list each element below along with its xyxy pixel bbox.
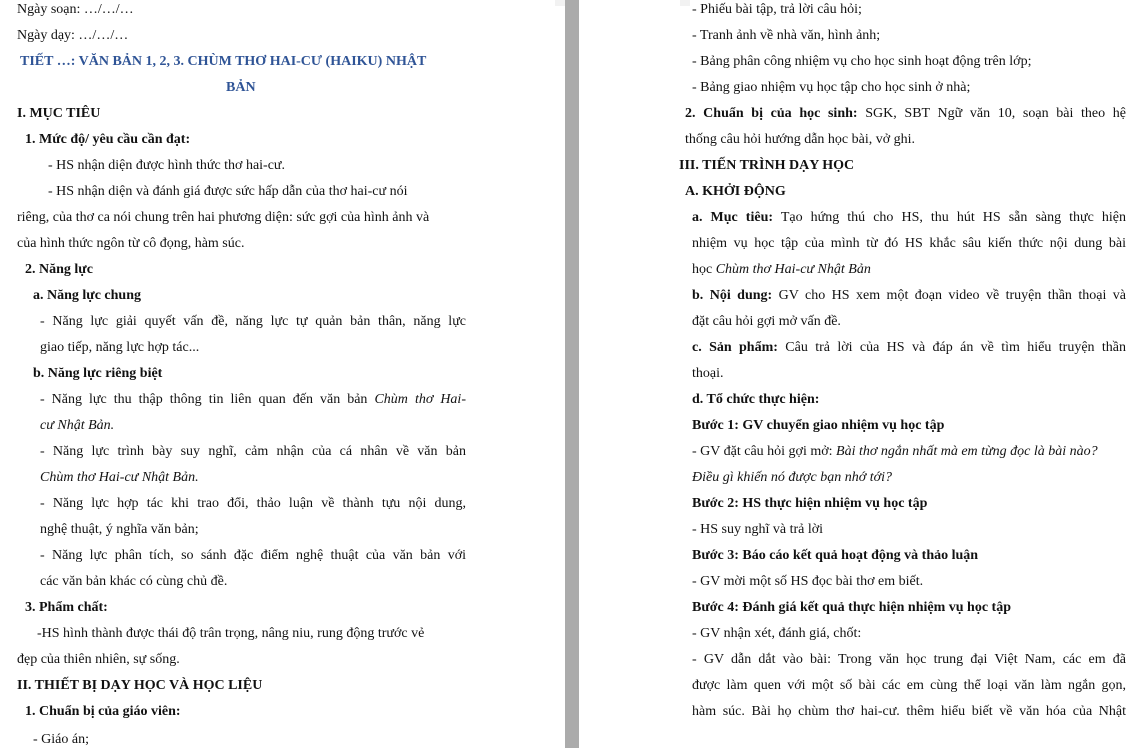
competency-item: - Năng lực giải quyết vấn đề, năng lực tự quản bản thân, năng lực (40, 314, 466, 329)
section-equipment: II. THIẾT BỊ DẠY HỌC VÀ HỌC LIỆU (17, 678, 263, 693)
student-prep-cont: thống câu hỏi hướng dẫn học bài, vở ghi. (685, 132, 916, 147)
competency-item-cont: nghệ thuật, ý nghĩa văn bản; (40, 522, 199, 537)
section-objectives: I. MỤC TIÊU (17, 106, 101, 121)
document-page-left (0, 0, 565, 748)
subheading-general: a. Năng lực chung (33, 288, 141, 303)
step-1-item-cont: Điều gì khiến nó được bạn nhớ tới? (692, 470, 892, 485)
competency-item: - Năng lực trình bày suy nghĩ, cảm nhận của cá nhân về văn bản (40, 444, 466, 459)
subsection-qualities: 3. Phẩm chất: (25, 600, 108, 615)
teacher-prep-item: - Tranh ảnh về nhà văn, hình ảnh; (692, 28, 881, 43)
step-3-item: - GV mời một số HS đọc bài thơ em biết. (692, 574, 924, 589)
teacher-prep-item: - Giáo án; (33, 732, 89, 747)
lesson-title-cont: BẢN (226, 80, 256, 95)
document-page-right (579, 0, 1140, 748)
quality-item: -HS hình thành được thái độ trân trọng, nâng niu, rung động trước vẻ (37, 626, 425, 641)
lesson-title: TIẾT …: VĂN BẢN 1, 2, 3. CHÙM THƠ HAI-CƯ (HAIKU) NHẬT (20, 54, 427, 69)
subsection-warmup: A. KHỞI ĐỘNG (685, 184, 786, 199)
competency-item-cont: cư Nhật Bản. (40, 418, 115, 433)
warmup-organization: d. Tổ chức thực hiện: (692, 392, 820, 407)
warmup-objective: a. Mục tiêu: Tạo hứng thú cho HS, thu hút HS sẵn sàng thực hiện (692, 210, 1126, 225)
lead-in-text-cont: hàm súc. Bài họ chùm thơ hai-cư. thêm hiểu biết về văn hóa của Nhật (692, 704, 1126, 719)
competency-item: - Năng lực phân tích, so sánh đặc điểm nghệ thuật của văn bản với (40, 548, 466, 563)
competency-item: - Năng lực thu thập thông tin liên quan đến văn bản Chùm thơ Hai- (40, 392, 466, 407)
objective-item: - HS nhận diện và đánh giá được sức hấp dẫn của thơ hai-cư nói (48, 184, 408, 199)
warmup-content-cont: đặt câu hỏi gợi mở vấn đề. (692, 314, 841, 329)
competency-item: - Năng lực hợp tác khi trao đổi, thảo luận về thành tựu nội dung, (40, 496, 466, 511)
date-prepared: Ngày soạn: …/…/… (17, 2, 134, 17)
section-procedure: III. TIẾN TRÌNH DẠY HỌC (679, 158, 855, 173)
objective-item-cont: của hình thức ngôn từ cô đọng, hàm súc. (17, 236, 245, 251)
warmup-content: b. Nội dung: GV cho HS xem một đoạn video về truyện thần thoại và (692, 288, 1126, 303)
lead-in-text: - GV dẫn dắt vào bài: Trong văn học trung đại Việt Nam, các em đã (692, 652, 1126, 667)
warmup-product-cont: thoại. (692, 366, 724, 381)
teacher-prep-item: - Bảng giao nhiệm vụ học tập cho học sinh ở nhà; (692, 80, 971, 95)
page-corner-mark (680, 0, 690, 6)
step-2-heading: Bước 2: HS thực hiện nhiệm vụ học tập (692, 496, 928, 511)
warmup-objective-cont: nhiệm vụ học tập của mình từ đó HS khắc sâu kiến thức nội dung bài (692, 236, 1126, 251)
step-3-heading: Bước 3: Báo cáo kết quả hoạt động và thảo luận (692, 548, 979, 563)
page-corner-mark (555, 0, 565, 6)
student-prep: 2. Chuẩn bị của học sinh: SGK, SBT Ngữ văn 10, soạn bài theo hệ (685, 106, 1126, 121)
teacher-prep-item: - Phiếu bài tập, trả lời câu hỏi; (692, 2, 862, 17)
step-1-heading: Bước 1: GV chuyển giao nhiệm vụ học tập (692, 418, 945, 433)
date-taught: Ngày dạy: …/…/… (17, 28, 129, 43)
subsection-requirements: 1. Mức độ/ yêu cầu cần đạt: (25, 132, 191, 147)
warmup-product: c. Sản phẩm: Câu trả lời của HS và đáp án về tìm hiểu truyện thần (692, 340, 1126, 355)
quality-item-cont: đẹp của thiên nhiên, sự sống. (17, 652, 180, 667)
competency-item-cont: Chùm thơ Hai-cư Nhật Bản. (40, 470, 199, 485)
subsection-teacher-prep: 1. Chuẩn bị của giáo viên: (25, 704, 181, 719)
step-1-item: - GV đặt câu hỏi gợi mở: Bài thơ ngắn nhất mà em từng đọc là bài nào? (692, 444, 1098, 459)
step-4-heading: Bước 4: Đánh giá kết quả thực hiện nhiệm vụ học tập (692, 600, 1011, 615)
warmup-objective-cont: học Chùm thơ Hai-cư Nhật Bản (692, 262, 871, 277)
objective-item-cont: riêng, của thơ ca nói chung trên hai phương diện: sức gợi của hình ảnh và (17, 210, 430, 225)
subsection-competencies: 2. Năng lực (25, 262, 93, 277)
competency-item-cont: các văn bản khác có cùng chủ đề. (40, 574, 228, 589)
objective-item: - HS nhận diện được hình thức thơ hai-cư. (48, 158, 286, 173)
step-4-item: - GV nhận xét, đánh giá, chốt: (692, 626, 862, 641)
teacher-prep-item: - Bảng phân công nhiệm vụ cho học sinh hoạt động trên lớp; (692, 54, 1032, 69)
subheading-specific: b. Năng lực riêng biệt (33, 366, 163, 381)
step-2-item: - HS suy nghĩ và trả lời (692, 522, 824, 537)
competency-item-cont: giao tiếp, năng lực hợp tác... (40, 340, 200, 355)
lead-in-text-cont: được làm quen với một số bài các em cùng thể loại văn làm ngắn gọn, (692, 678, 1126, 693)
